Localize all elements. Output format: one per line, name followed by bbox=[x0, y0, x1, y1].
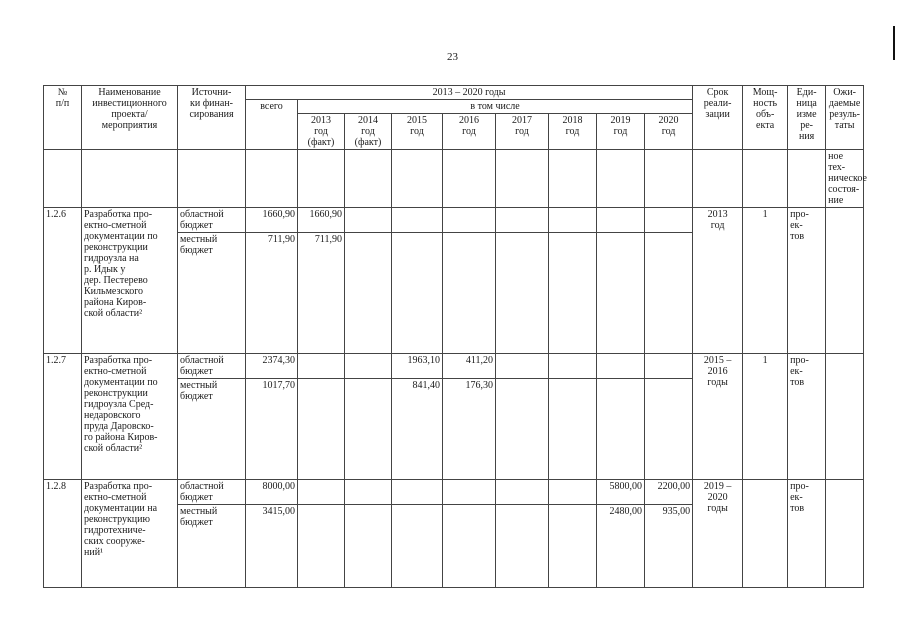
row-name: Разработка про- ектно-сметной документации по реконструкции гидроузла Сред- недаровского пруда Даровско- го района Киров- ской области² bbox=[82, 354, 178, 480]
row-term: 2013 год bbox=[693, 208, 743, 354]
row-unit: про- ек- тов bbox=[788, 480, 826, 588]
row-y2014 bbox=[345, 379, 392, 480]
row-y2017 bbox=[496, 480, 549, 505]
row-y2014 bbox=[345, 208, 392, 233]
row-y2017 bbox=[496, 505, 549, 588]
row-y2017 bbox=[496, 379, 549, 480]
row-y2015 bbox=[392, 505, 443, 588]
header-year-2018: 2018 год bbox=[549, 114, 597, 150]
row-y2019 bbox=[597, 208, 645, 233]
row-y2013: 711,90 bbox=[298, 233, 345, 354]
row-y2015: 841,40 bbox=[392, 379, 443, 480]
row-y2014 bbox=[345, 354, 392, 379]
table-row bbox=[44, 480, 864, 505]
row-total: 1017,70 bbox=[246, 379, 298, 480]
row-y2016 bbox=[443, 505, 496, 588]
row-y2015: 1963,10 bbox=[392, 354, 443, 379]
table-row bbox=[44, 208, 864, 233]
row-capacity bbox=[743, 480, 788, 588]
header-period: 2013 – 2020 годы bbox=[246, 86, 693, 100]
header-year-2020: 2020 год bbox=[645, 114, 693, 150]
row-y2014 bbox=[345, 233, 392, 354]
continuation-result: ное тех- ническое состоя- ние bbox=[826, 150, 864, 208]
header-year-2013: 2013 год (факт) bbox=[298, 114, 345, 150]
header-year-2015: 2015 год bbox=[392, 114, 443, 150]
row-total: 1660,90 bbox=[246, 208, 298, 233]
row-y2016: 411,20 bbox=[443, 354, 496, 379]
row-result bbox=[826, 354, 864, 480]
row-y2018 bbox=[549, 379, 597, 480]
row-no: 1.2.6 bbox=[44, 208, 82, 354]
row-source: местный бюджет bbox=[178, 233, 246, 354]
row-total: 8000,00 bbox=[246, 480, 298, 505]
row-y2013 bbox=[298, 480, 345, 505]
row-y2015 bbox=[392, 208, 443, 233]
row-y2019 bbox=[597, 379, 645, 480]
row-y2020: 2200,00 bbox=[645, 480, 693, 505]
header-unit: Еди- ница изме ре- ния bbox=[788, 86, 826, 150]
header-row-1 bbox=[44, 86, 864, 100]
row-y2020 bbox=[645, 354, 693, 379]
header-name: Наименование инвестиционного проекта/ мероприятия bbox=[82, 86, 178, 150]
row-unit: про- ек- тов bbox=[788, 208, 826, 354]
row-no: 1.2.8 bbox=[44, 480, 82, 588]
row-y2016: 176,30 bbox=[443, 379, 496, 480]
row-y2013 bbox=[298, 379, 345, 480]
row-y2017 bbox=[496, 208, 549, 233]
header-year-2014: 2014 год (факт) bbox=[345, 114, 392, 150]
row-name: Разработка про- ектно-сметной документации по реконструкции гидроузла на р. Идык у дер. Пестерево Кильмезского района Киров- ской области² bbox=[82, 208, 178, 354]
row-total: 711,90 bbox=[246, 233, 298, 354]
page-number: 23 bbox=[447, 51, 458, 63]
header-year-2017: 2017 год bbox=[496, 114, 549, 150]
header-total: всего bbox=[246, 100, 298, 150]
row-y2013 bbox=[298, 505, 345, 588]
row-capacity: 1 bbox=[743, 354, 788, 480]
header-year-2019: 2019 год bbox=[597, 114, 645, 150]
row-result bbox=[826, 480, 864, 588]
header-source: Источни- ки финан- сирования bbox=[178, 86, 246, 150]
row-total: 3415,00 bbox=[246, 505, 298, 588]
row-y2015 bbox=[392, 233, 443, 354]
header-year-2016: 2016 год bbox=[443, 114, 496, 150]
row-y2020 bbox=[645, 233, 693, 354]
row-y2013: 1660,90 bbox=[298, 208, 345, 233]
row-source: областной бюджет bbox=[178, 480, 246, 505]
row-source: местный бюджет bbox=[178, 379, 246, 480]
row-source: областной бюджет bbox=[178, 354, 246, 379]
row-unit: про- ек- тов bbox=[788, 354, 826, 480]
row-y2018 bbox=[549, 208, 597, 233]
row-y2019: 5800,00 bbox=[597, 480, 645, 505]
row-y2019: 2480,00 bbox=[597, 505, 645, 588]
header-result: Ожи- даемые резуль- таты bbox=[826, 86, 864, 150]
row-source: местный бюджет bbox=[178, 505, 246, 588]
row-y2019 bbox=[597, 233, 645, 354]
row-y2020 bbox=[645, 379, 693, 480]
row-y2018 bbox=[549, 505, 597, 588]
header-term: Срок реали- зации bbox=[693, 86, 743, 150]
continuation-row bbox=[44, 150, 864, 208]
row-total: 2374,30 bbox=[246, 354, 298, 379]
row-y2014 bbox=[345, 505, 392, 588]
header-no: № п/п bbox=[44, 86, 82, 150]
row-y2020 bbox=[645, 208, 693, 233]
row-y2013 bbox=[298, 354, 345, 379]
investment-projects-table bbox=[43, 85, 867, 588]
row-y2016 bbox=[443, 233, 496, 354]
row-y2017 bbox=[496, 233, 549, 354]
row-y2018 bbox=[549, 480, 597, 505]
header-including: в том числе bbox=[298, 100, 693, 114]
row-capacity: 1 bbox=[743, 208, 788, 354]
row-y2020: 935,00 bbox=[645, 505, 693, 588]
row-y2016 bbox=[443, 480, 496, 505]
row-y2017 bbox=[496, 354, 549, 379]
row-y2018 bbox=[549, 354, 597, 379]
header-capacity: Мощ- ность объ- екта bbox=[743, 86, 788, 150]
row-y2015 bbox=[392, 480, 443, 505]
row-y2016 bbox=[443, 208, 496, 233]
row-source: областной бюджет bbox=[178, 208, 246, 233]
row-term: 2019 – 2020 годы bbox=[693, 480, 743, 588]
row-result bbox=[826, 208, 864, 354]
row-y2019 bbox=[597, 354, 645, 379]
scan-edge-mark bbox=[893, 26, 895, 60]
row-y2014 bbox=[345, 480, 392, 505]
row-name: Разработка про- ектно-сметной документации на реконструкцию гидротехниче- ских сооруже- ний¹ bbox=[82, 480, 178, 588]
row-y2018 bbox=[549, 233, 597, 354]
table-row bbox=[44, 354, 864, 379]
row-term: 2015 – 2016 годы bbox=[693, 354, 743, 480]
row-no: 1.2.7 bbox=[44, 354, 82, 480]
